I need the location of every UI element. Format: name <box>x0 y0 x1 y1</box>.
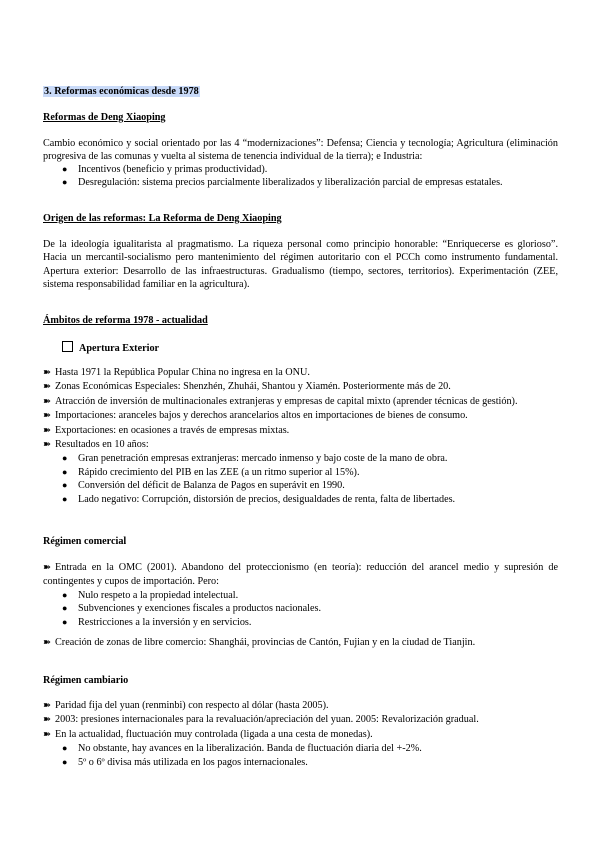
list-item: ● Conversión del déficit de Balanza de Pagos en superávit en 1990. <box>62 480 345 492</box>
bullet-dot-icon: ● <box>62 177 68 188</box>
apertura-list <box>43 366 558 506</box>
arrow-bullet-icon: ➽ <box>43 425 51 436</box>
bullet-dot-icon: ● <box>62 164 68 174</box>
list-item: ➽ Importaciones: aranceles bajos y derechos arancelarios altos en importaciones de bienes de consumo. <box>43 409 558 423</box>
list-item: ➽ Paridad fija del yuan (renminbi) con respecto al dólar (hasta 2005). <box>43 699 558 713</box>
ambitos-heading: Ámbitos de reforma 1978 - actualidad <box>43 315 208 326</box>
list-item: ➽ Resultados en 10 años: <box>43 438 558 452</box>
arrow-bullet-icon: ➽ <box>43 440 51 451</box>
section-title: 3. Reformas económicas desde 1978 <box>44 86 199 97</box>
list-item: ● Gran penetración empresas extranjeras: mercado inmenso y bajo coste de la mano de obra. <box>62 453 448 465</box>
bullet-dot-icon: ● <box>62 453 68 464</box>
cambiario-list <box>43 699 558 769</box>
apertura-exterior-label-row <box>62 341 159 355</box>
list-item: ➽ Entrada en la OMC (2001). Abandono del proteccionismo (en teoría): reducción del arancel medio y supresión de contingentes y cupos de importación. Pero: <box>43 562 558 588</box>
deng-heading: Reformas de Deng Xiaoping <box>43 112 166 123</box>
checkbox-icon[interactable] <box>62 341 73 352</box>
bullet-dot-icon: ● <box>62 589 68 600</box>
list-item: ● Desregulación: sistema precios parcialmente liberalizados y liberalización parcial de empresas estatales. <box>62 177 503 189</box>
bullet-dot-icon: ● <box>62 603 68 614</box>
bullet-dot-icon: ● <box>62 480 68 491</box>
list-item: ➽ En la actualidad, fluctuación muy controlada (ligada a una cesta de monedas). <box>43 728 558 742</box>
arrow-bullet-icon: ➽ <box>43 715 51 726</box>
origin-heading: Origen de las reformas: La Reforma de Deng Xiaoping <box>43 213 282 224</box>
bullet-dot-icon: ● <box>62 466 68 477</box>
list-item: ➽ Creación de zonas de libre comercio: Shanghái, provincias de Cantón, Fujian y en la ciudad de Tianjin. <box>43 636 558 650</box>
list-item: ● Lado negativo: Corrupción, distorsión de precios, desigualdades de renta, falta de libertades. <box>62 493 456 505</box>
deng-paragraph: Cambio económico y social orientado por las 4 “modernizaciones”: Defensa; Ciencia y tecnología; Agricultura (eliminación progresiva de las comunas y vuelta al sistema de tenencia individual de la tierra); e Industria: <box>43 138 558 163</box>
arrow-bullet-icon: ➽ <box>43 563 51 573</box>
arrow-bullet-icon: ➽ <box>43 638 51 648</box>
list-item: ● 5º o 6º divisa más utilizada en los pagos internacionales. <box>62 756 308 768</box>
list-item: ➽ Exportaciones: en ocasiones a través de empresas mixtas. <box>43 424 558 438</box>
arrow-bullet-icon: ➽ <box>43 411 51 422</box>
section-title-block <box>43 85 558 98</box>
list-item: ● Incentivos (beneficio y primas productividad). <box>62 164 268 175</box>
arrow-bullet-icon: ➽ <box>43 368 51 378</box>
list-item: ● No obstante, hay avances en la liberalización. Banda de fluctuación diaria del +-2%. <box>62 743 422 755</box>
list-item: ● Rápido crecimiento del PIB en las ZEE (a un ritmo superior al 15%). <box>62 466 360 478</box>
bullet-dot-icon: ● <box>62 743 68 754</box>
list-item: ➽ 2003: presiones internacionales para la revaluación/apreciación del yuan. 2005: Revalorización gradual. <box>43 713 558 727</box>
origin-paragraph: De la ideología igualitarista al pragmatismo. La riqueza personal como principio honorable: “Enriquecerse es glorioso”. Hacia un mercantil-socialismo pero mantenimiento del régimen autoritario con el PCCh como instrumento fundamental. Apertura exterior: Desarrollo de las infraestructuras. Gradualismo (tiempo, sectores, territorios). Experimentación (ZEE, sistema responsabilidad familiar en la agricultura). <box>43 239 558 291</box>
list-item: ➽ Hasta 1971 la República Popular China no ingresa en la ONU. <box>43 366 558 380</box>
bullet-dot-icon: ● <box>62 493 68 504</box>
list-item: ● Restricciones a la inversión y en servicios. <box>62 616 252 628</box>
arrow-bullet-icon: ➽ <box>43 396 51 407</box>
comercial-heading: Régimen comercial <box>43 536 127 547</box>
comercial-list <box>43 561 558 629</box>
list-item: ● Nulo respeto a la propiedad intelectual. <box>62 589 239 601</box>
arrow-bullet-icon: ➽ <box>43 729 51 740</box>
bullet-dot-icon: ● <box>62 616 68 627</box>
arrow-bullet-icon: ➽ <box>43 701 51 711</box>
apertura-exterior-label: Apertura Exterior <box>79 343 160 354</box>
list-item: ➽ Zonas Económicas Especiales: Shenzhén, Zhuhái, Shantou y Xiamén. Posteriormente más de 20. <box>43 380 558 394</box>
deng-bullet-list <box>43 163 558 190</box>
comercial-zonas <box>43 636 558 650</box>
bullet-dot-icon: ● <box>62 756 68 767</box>
cambiario-heading: Régimen cambiario <box>43 675 129 686</box>
arrow-bullet-icon: ➽ <box>43 382 51 393</box>
list-item: ➽ Atracción de inversión de multinacionales extranjeras y empresas de capital mixto (aprender técnicas de gestión). <box>43 395 558 409</box>
list-item: ● Subvenciones y exenciones fiscales a productos nacionales. <box>62 603 322 615</box>
